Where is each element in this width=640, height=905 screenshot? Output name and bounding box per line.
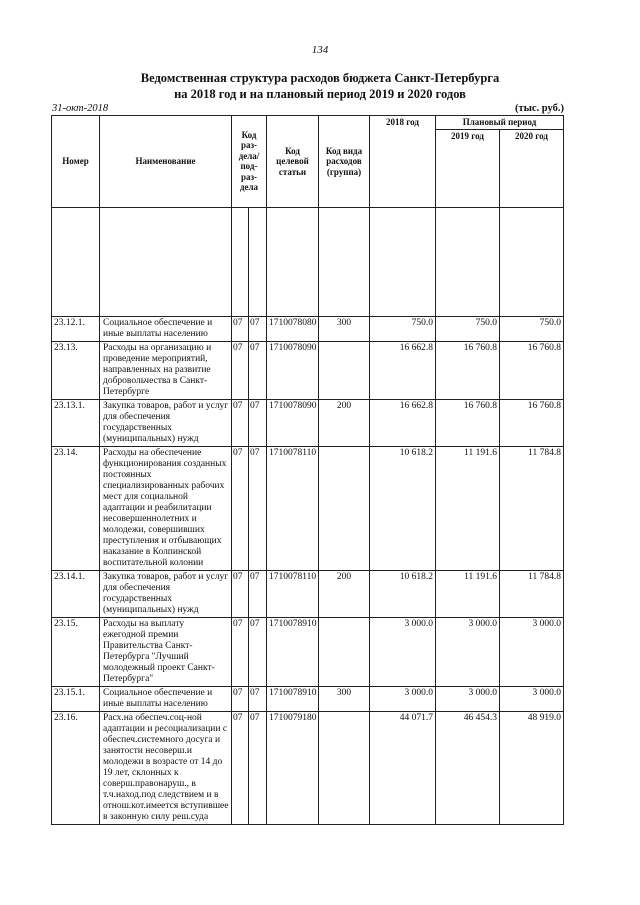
table-row	[52, 686, 564, 711]
table-row	[52, 711, 564, 824]
row-value-2019: 11 191.6	[436, 446, 500, 570]
document-title	[0, 70, 640, 102]
table-body	[52, 316, 564, 824]
header-2018: 2018 год	[370, 116, 436, 208]
row-value-2018: 3 000.0	[370, 617, 436, 686]
row-value-2018: 3 000.0	[370, 686, 436, 711]
row-number: 23.14.	[52, 446, 100, 570]
row-value-2019: 3 000.0	[436, 686, 500, 711]
row-value-2018: 10 618.2	[370, 570, 436, 617]
row-subsection: 07	[249, 686, 267, 711]
header-kind: Код вида расходов (группа)	[319, 116, 370, 208]
header-spacer	[52, 207, 564, 316]
row-value-2020: 11 784.8	[500, 446, 564, 570]
header-section: Код раз-дела/ под-раз-дела	[232, 116, 267, 208]
table-row	[52, 570, 564, 617]
header-2020: 2020 год	[500, 129, 564, 207]
row-kind-code: 200	[319, 570, 370, 617]
row-name: Социальное обеспечение и иные выплаты населению	[100, 686, 232, 711]
row-value-2018: 16 662.8	[370, 341, 436, 399]
row-number: 23.15.	[52, 617, 100, 686]
unit-label: (тыс. руб.)	[515, 103, 564, 114]
table-row	[52, 617, 564, 686]
row-name: Расх.на обеспеч.соц-ной адаптации и ресоциализации с обеспеч.системного досуга и занятости несоверш.и молодежи в возрасте от 14 до 19 лет, склонных к соверш.правонаруш., в т.ч.наход.под следствием и в отнош.кот.имеется вступившее в законную силу реш.суда	[100, 711, 232, 824]
document-date: 31-окт-2018	[52, 103, 109, 114]
header-planned: Плановый период	[436, 116, 564, 130]
row-value-2018: 750.0	[370, 316, 436, 341]
row-value-2020: 3 000.0	[500, 617, 564, 686]
row-name: Закупка товаров, работ и услуг для обеспечения государственных (муниципальных) нужд	[100, 399, 232, 446]
table-row	[52, 399, 564, 446]
row-value-2020: 750.0	[500, 316, 564, 341]
row-target-code: 1710078080	[267, 316, 319, 341]
header-name: Наименование	[100, 116, 232, 208]
title-line-2: на 2018 год и на плановый период 2019 и 2020 годов	[174, 87, 466, 101]
row-value-2019: 11 191.6	[436, 570, 500, 617]
row-target-code: 1710078910	[267, 617, 319, 686]
row-kind-code	[319, 711, 370, 824]
row-subsection: 07	[249, 341, 267, 399]
page-number: 134	[311, 44, 329, 56]
table-row	[52, 341, 564, 399]
row-number: 23.12.1.	[52, 316, 100, 341]
row-kind-code: 300	[319, 316, 370, 341]
row-number: 23.13.	[52, 341, 100, 399]
header-target: Код целевой статьи	[267, 116, 319, 208]
row-name: Расходы на обеспечение функционирования созданных постоянных специализированных рабочих мест для социальной адаптации и реабилитации несовершеннолетних и молодежи, совершивших преступления и отбывающих наказание в Колпинской воспитательной колонии	[100, 446, 232, 570]
row-section: 07	[232, 570, 249, 617]
row-value-2019: 750.0	[436, 316, 500, 341]
row-value-2019: 46 454.3	[436, 711, 500, 824]
row-subsection: 07	[249, 446, 267, 570]
row-section: 07	[232, 711, 249, 824]
row-name: Расходы на выплату ежегодной премии Правительства Санкт-Петербурга "Лучший молодежный проект Санкт-Петербурга"	[100, 617, 232, 686]
row-value-2018: 10 618.2	[370, 446, 436, 570]
row-value-2019: 16 760.8	[436, 341, 500, 399]
row-kind-code	[319, 446, 370, 570]
row-value-2018: 16 662.8	[370, 399, 436, 446]
row-value-2020: 11 784.8	[500, 570, 564, 617]
header-number: Номер	[52, 116, 100, 208]
header-2019: 2019 год	[436, 129, 500, 207]
row-subsection: 07	[249, 711, 267, 824]
row-value-2019: 3 000.0	[436, 617, 500, 686]
row-section: 07	[232, 399, 249, 446]
row-number: 23.15.1.	[52, 686, 100, 711]
row-section: 07	[232, 341, 249, 399]
row-value-2018: 44 071.7	[370, 711, 436, 824]
row-target-code: 1710078110	[267, 570, 319, 617]
row-value-2020: 3 000.0	[500, 686, 564, 711]
budget-table	[51, 115, 564, 825]
title-line-1: Ведомственная структура расходов бюджета Санкт-Петербурга	[140, 71, 500, 85]
row-section: 07	[232, 686, 249, 711]
row-value-2020: 16 760.8	[500, 399, 564, 446]
row-number: 23.16.	[52, 711, 100, 824]
row-name: Социальное обеспечение и иные выплаты населению	[100, 316, 232, 341]
row-section: 07	[232, 617, 249, 686]
row-target-code: 1710078090	[267, 341, 319, 399]
row-value-2020: 16 760.8	[500, 341, 564, 399]
row-kind-code: 200	[319, 399, 370, 446]
row-kind-code	[319, 617, 370, 686]
row-target-code: 1710079180	[267, 711, 319, 824]
row-section: 07	[232, 446, 249, 570]
row-subsection: 07	[249, 399, 267, 446]
row-name: Расходы на организацию и проведение мероприятий, направленных на развитие добровольчества в Санкт-Петербурге	[100, 341, 232, 399]
header-row-1	[52, 116, 564, 130]
row-subsection: 07	[249, 570, 267, 617]
row-number: 23.14.1.	[52, 570, 100, 617]
table-row	[52, 446, 564, 570]
row-value-2020: 48 919.0	[500, 711, 564, 824]
row-target-code: 1710078910	[267, 686, 319, 711]
row-section: 07	[232, 316, 249, 341]
table-row	[52, 316, 564, 341]
row-value-2019: 16 760.8	[436, 399, 500, 446]
row-target-code: 1710078090	[267, 399, 319, 446]
row-kind-code: 300	[319, 686, 370, 711]
row-kind-code	[319, 341, 370, 399]
row-number: 23.13.1.	[52, 399, 100, 446]
row-subsection: 07	[249, 617, 267, 686]
row-subsection: 07	[249, 316, 267, 341]
row-target-code: 1710078110	[267, 446, 319, 570]
row-name: Закупка товаров, работ и услуг для обеспечения государственных (муниципальных) нужд	[100, 570, 232, 617]
